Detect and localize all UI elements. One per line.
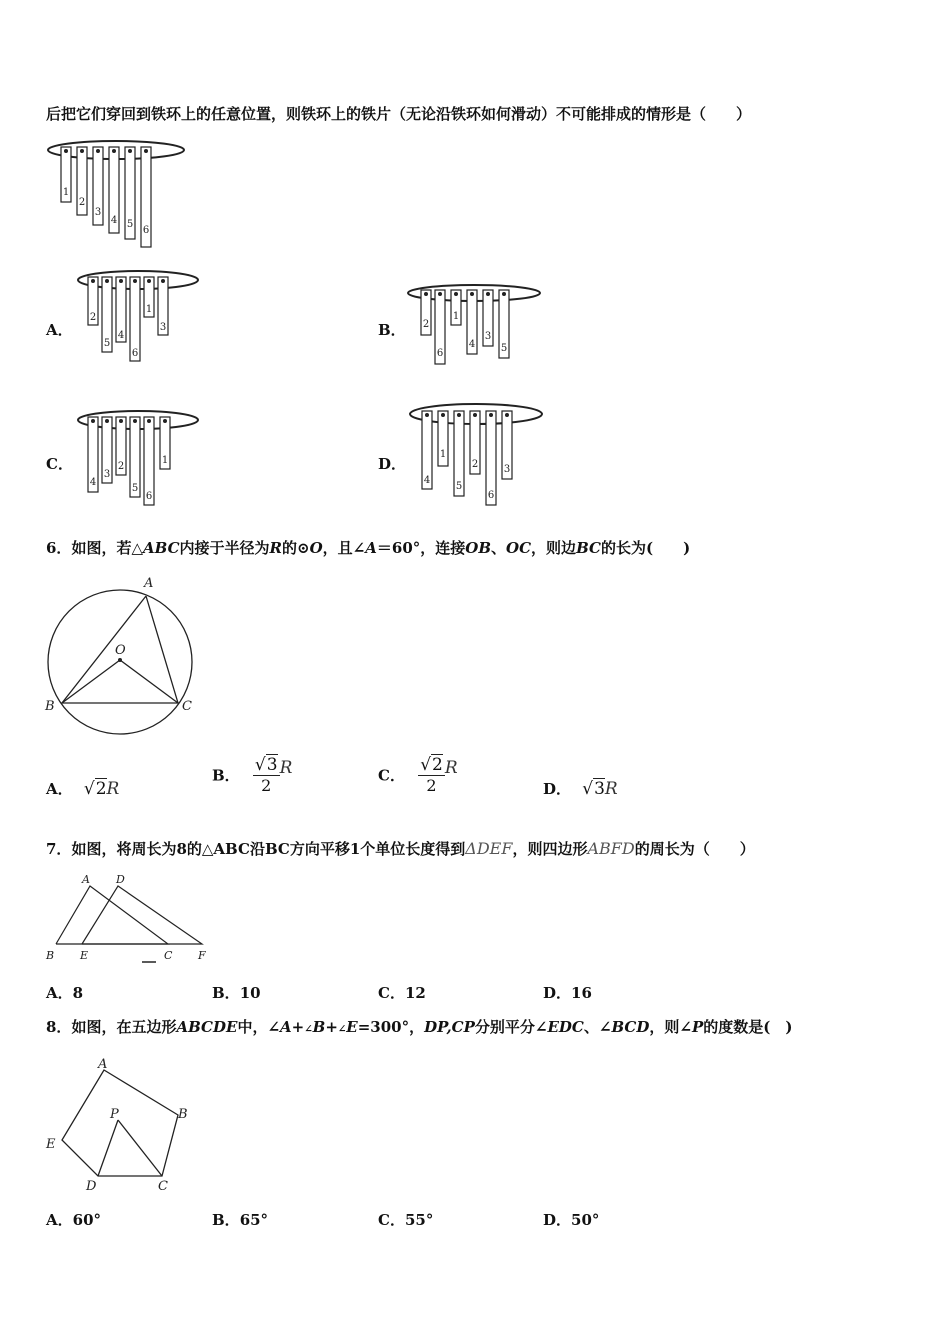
- svg-text:P: P: [110, 1107, 119, 1122]
- q5-option-a-figure: [76, 268, 201, 368]
- q8-option-b[interactable]: B．65°: [212, 1211, 269, 1229]
- svg-text:3: 3: [503, 464, 511, 475]
- svg-text:3: 3: [103, 469, 111, 480]
- svg-text:6: 6: [131, 348, 139, 359]
- q7-option-b[interactable]: B．10: [212, 984, 261, 1002]
- q8-pentagon-figure: [42, 1052, 202, 1194]
- q6-option-d[interactable]: D． √3R: [543, 779, 618, 799]
- q6-stem: 6．如图，若△ABC内接于半径为R的⊙O，且∠A＝60°，连接OB、OC，则边BC的长为( ): [46, 539, 691, 557]
- svg-text:1: 1: [452, 311, 460, 322]
- q7-stem: 7．如图，将周长为8的△ABC沿BC方向平移1个单位长度得到ΔDEF，则四边形ABFD的周长为（ ）: [46, 839, 755, 858]
- svg-text:1: 1: [439, 449, 447, 460]
- q7-option-c[interactable]: C．12: [378, 984, 426, 1002]
- svg-text:C: C: [182, 699, 192, 714]
- q6-option-a[interactable]: A． √2R: [46, 779, 120, 799]
- q8-option-d[interactable]: D．50°: [543, 1211, 600, 1229]
- q5-reference-figure: [46, 138, 191, 248]
- svg-text:6: 6: [487, 490, 495, 501]
- tag-label: 3: [94, 207, 102, 218]
- svg-text:4: 4: [89, 477, 97, 488]
- svg-text:6: 6: [436, 348, 444, 359]
- svg-text:A: A: [98, 1057, 108, 1072]
- triangle-def: [82, 886, 202, 944]
- svg-text:4: 4: [117, 330, 125, 341]
- svg-text:2: 2: [422, 319, 430, 330]
- svg-text:D: D: [116, 873, 125, 886]
- q7-translation-figure: [44, 870, 216, 970]
- q5-stem-text: 后把它们穿回到铁环上的任意位置，则铁环上的铁片（无论沿铁环如何滑动）不可能排成的情形是（ ）: [46, 105, 752, 123]
- segment-oc: [120, 660, 178, 703]
- q7-option-d[interactable]: D．16: [543, 984, 592, 1002]
- svg-text:6: 6: [145, 491, 153, 502]
- tag-label: 2: [78, 197, 86, 208]
- q6-option-b[interactable]: B． $\frac{√3}{2}$ R: [212, 755, 293, 795]
- q7-option-a[interactable]: A．8: [46, 984, 84, 1002]
- svg-text:2: 2: [117, 461, 125, 472]
- svg-text:2: 2: [471, 459, 479, 470]
- svg-text:4: 4: [468, 339, 476, 350]
- svg-text:5: 5: [455, 481, 463, 492]
- svg-text:B: B: [178, 1107, 188, 1122]
- q5-option-a[interactable]: A．: [46, 321, 73, 339]
- svg-text:3: 3: [484, 331, 492, 342]
- q8-stem: 8．如图，在五边形ABCDE中，∠A+∠B+∠E=300°，DP,CP分别平分∠EDC、∠BCD，则∠P的度数是( ): [46, 1018, 793, 1036]
- svg-text:A: A: [144, 576, 154, 591]
- q8-option-a[interactable]: A．60°: [46, 1211, 102, 1229]
- q5-option-d[interactable]: D．: [378, 455, 407, 473]
- q6-option-c[interactable]: C． $\frac{√2}{2}$ R: [378, 755, 458, 795]
- svg-text:5: 5: [500, 343, 508, 354]
- svg-text:4: 4: [423, 475, 431, 486]
- svg-text:1: 1: [145, 304, 153, 315]
- tag-label: 1: [62, 187, 70, 198]
- q5-option-c-figure: [76, 407, 204, 507]
- svg-text:B: B: [45, 699, 55, 714]
- svg-text:5: 5: [103, 338, 111, 349]
- q5-option-d-figure: [408, 401, 548, 507]
- tag-label: 5: [126, 219, 134, 230]
- tag-label: 6: [142, 225, 150, 236]
- q8-option-c[interactable]: C．55°: [378, 1211, 434, 1229]
- bisector-cp: [118, 1120, 162, 1176]
- svg-text:3: 3: [159, 322, 167, 333]
- bisector-dp: [98, 1120, 118, 1176]
- svg-text:1: 1: [161, 455, 169, 466]
- svg-text:A: A: [82, 873, 90, 886]
- svg-text:B: B: [46, 949, 55, 962]
- q5-option-c[interactable]: C．: [46, 455, 73, 473]
- svg-text:5: 5: [131, 483, 139, 494]
- svg-text:C: C: [158, 1179, 168, 1194]
- svg-text:2: 2: [89, 312, 97, 323]
- svg-text:O: O: [115, 643, 126, 658]
- svg-text:E: E: [80, 949, 89, 962]
- q6-circle-figure: [40, 572, 200, 740]
- svg-text:D: D: [86, 1179, 97, 1194]
- svg-text:E: E: [46, 1137, 56, 1152]
- svg-text:F: F: [198, 949, 206, 962]
- q5-option-b[interactable]: B．: [378, 321, 406, 339]
- q5-option-b-figure: [406, 282, 546, 370]
- svg-text:C: C: [164, 949, 173, 962]
- tag-label: 4: [110, 215, 118, 226]
- q5-stem: [46, 103, 751, 124]
